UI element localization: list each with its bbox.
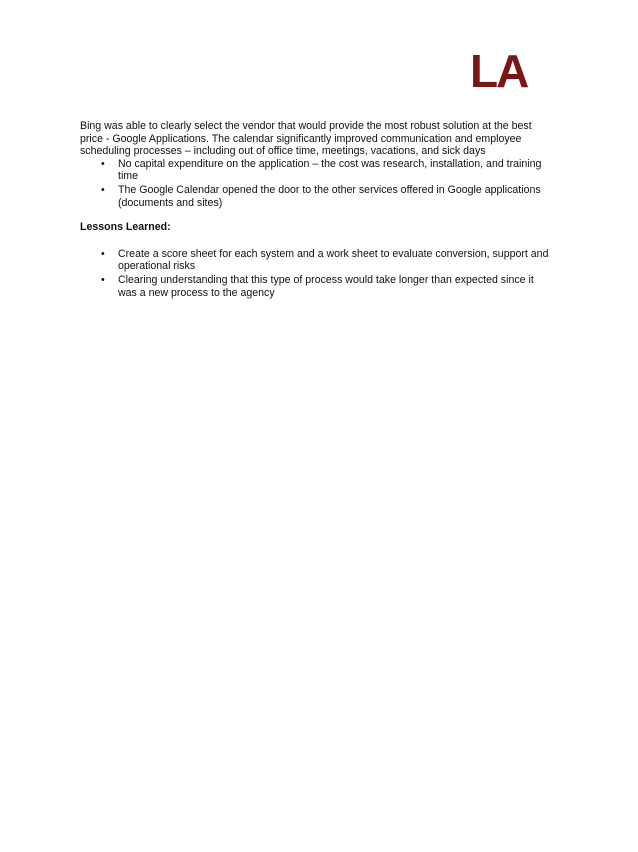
bullet-icon: • (101, 157, 105, 170)
lessons-heading: Lessons Learned: (80, 221, 171, 234)
list-item (80, 248, 550, 273)
list-item (80, 274, 550, 299)
list-item-text: Create a score sheet for each system and a work sheet to evaluate conversion, support and operational risks (118, 247, 549, 273)
intro-paragraph: Bing was able to clearly select the vendor that would provide the most robust solution at the best price - Google Applications. The calendar significantly improved communication and employee scheduling processes – including out of office time, meetings, vacations, and sick days (80, 120, 532, 158)
bullet-icon: • (101, 273, 105, 286)
list-item-text: No capital expenditure on the application – the cost was research, installation, and training time (118, 157, 542, 183)
lessons-list (80, 248, 550, 299)
list-item (80, 158, 550, 183)
la-logo: LA (470, 45, 528, 97)
list-item-text: The Google Calendar opened the door to the other services offered in Google applications (documents and sites) (118, 183, 541, 209)
benefits-list (80, 158, 550, 209)
bullet-icon: • (101, 247, 105, 260)
list-item-text: Clearing understanding that this type of process would take longer than expected since it was a new process to the agency (118, 273, 534, 299)
bullet-icon: • (101, 183, 105, 196)
list-item (80, 184, 550, 209)
document-body (80, 120, 550, 300)
